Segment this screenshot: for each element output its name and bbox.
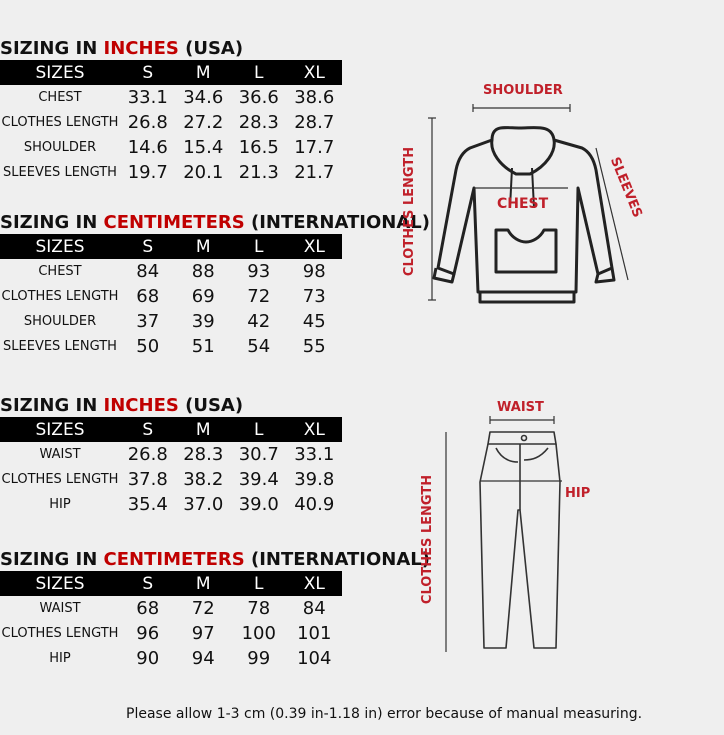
measurement-note: Please allow 1-3 cm (0.39 in-1.18 in) error because of manual measuring. — [126, 706, 643, 722]
table-cell: 30.7 — [238, 444, 279, 465]
header-cell: L — [231, 234, 287, 259]
table-cell: 21.7 — [294, 162, 335, 183]
table-cell: 99 — [247, 648, 271, 669]
header-cell: S — [120, 417, 176, 442]
header-cell: M — [176, 234, 232, 259]
row-label: CLOTHES LENGTH — [1, 472, 119, 487]
unit-label: INCHES — [103, 38, 179, 59]
header-cell: XL — [287, 417, 343, 442]
table-title: SIZING IN INCHES (USA) — [0, 395, 244, 416]
table-cell: 26.8 — [127, 112, 168, 133]
table-cell: 39.4 — [238, 469, 279, 490]
table-cell: 20.1 — [183, 162, 224, 183]
table-cell: 39 — [191, 311, 215, 332]
pants-illustration — [480, 432, 560, 648]
header-cell: SIZES — [0, 60, 120, 85]
table-cell: 88 — [191, 261, 215, 282]
row-label: WAIST — [39, 447, 81, 462]
chest-label: CHEST — [497, 196, 549, 212]
table-title: SIZING IN CENTIMETERS (INTERNATIONAL) — [0, 549, 430, 570]
table-cell: 38.2 — [183, 469, 224, 490]
header-cell: SIZES — [0, 571, 120, 596]
header-cell: M — [176, 417, 232, 442]
header-cell: SIZES — [0, 417, 120, 442]
header-cell: XL — [287, 571, 343, 596]
hoodie-length-label: CLOTHES LENGTH — [402, 146, 418, 277]
header-cell: S — [120, 234, 176, 259]
table-cell: 28.3 — [238, 112, 279, 133]
table-cell: 54 — [247, 336, 271, 357]
table-cell: 104 — [297, 648, 332, 669]
table-cell: 37.8 — [127, 469, 168, 490]
table-cell: 26.8 — [127, 444, 168, 465]
table-cell: 36.6 — [238, 87, 279, 108]
hoodie-pocket — [496, 230, 556, 272]
row-label: SHOULDER — [23, 140, 97, 155]
table-cell: 28.3 — [183, 444, 224, 465]
table-cell: 73 — [302, 286, 326, 307]
table-cell: 55 — [302, 336, 326, 357]
header-cell: L — [231, 417, 287, 442]
waist-label: WAIST — [497, 400, 544, 415]
sleeves-label: SLEEVES — [606, 155, 645, 220]
table-cell: 93 — [247, 261, 271, 282]
row-label: SLEEVES LENGTH — [3, 165, 117, 180]
table-cell: 39.0 — [238, 494, 279, 515]
header-cell: L — [231, 60, 287, 85]
header-cell: M — [176, 60, 232, 85]
table-cell: 45 — [302, 311, 326, 332]
table-cell: 37.0 — [183, 494, 224, 515]
table-cell: 19.7 — [127, 162, 168, 183]
hip-label: HIP — [565, 486, 591, 501]
table-cell: 72 — [247, 286, 271, 307]
header-cell: SIZES — [0, 234, 120, 259]
row-label: SHOULDER — [23, 314, 97, 329]
table-cell: 34.6 — [183, 87, 224, 108]
table-cell: 17.7 — [294, 137, 335, 158]
row-label: CHEST — [38, 90, 82, 105]
table-cell: 38.6 — [294, 87, 335, 108]
pants-length-label: CLOTHES LENGTH — [420, 474, 436, 605]
table-title: SIZING IN INCHES (USA) — [0, 38, 244, 59]
table-cell: 28.7 — [294, 112, 335, 133]
table-cell: 90 — [136, 648, 160, 669]
row-label: HIP — [49, 651, 71, 666]
header-cell: S — [120, 60, 176, 85]
table-cell: 100 — [241, 623, 276, 644]
table-cell: 21.3 — [238, 162, 279, 183]
table-cell: 27.2 — [183, 112, 224, 133]
table-cell: 33.1 — [127, 87, 168, 108]
table-cell: 69 — [191, 286, 215, 307]
row-label: SLEEVES LENGTH — [3, 339, 117, 354]
table-cell: 96 — [136, 623, 160, 644]
table-cell: 98 — [302, 261, 326, 282]
table-cell: 40.9 — [294, 494, 335, 515]
unit-label: INCHES — [103, 395, 179, 416]
header-cell: XL — [287, 60, 343, 85]
table-cell: 33.1 — [294, 444, 335, 465]
row-label: CHEST — [38, 264, 82, 279]
row-label: CLOTHES LENGTH — [1, 115, 119, 130]
unit-label: CENTIMETERS — [103, 212, 245, 233]
header-cell: L — [231, 571, 287, 596]
unit-label: CENTIMETERS — [103, 549, 245, 570]
table-cell: 16.5 — [238, 137, 279, 158]
row-label: WAIST — [39, 601, 81, 616]
table-cell: 35.4 — [127, 494, 168, 515]
table-cell: 94 — [191, 648, 215, 669]
table-cell: 72 — [191, 598, 215, 619]
row-label: HIP — [49, 497, 71, 512]
table-cell: 15.4 — [183, 137, 224, 158]
hoodie-hood — [492, 128, 555, 174]
table-title: SIZING IN CENTIMETERS (INTERNATIONAL) — [0, 212, 430, 233]
table-cell: 51 — [191, 336, 215, 357]
table-cell: 101 — [297, 623, 332, 644]
table-cell: 97 — [191, 623, 215, 644]
table-cell: 84 — [136, 261, 160, 282]
table-cell: 50 — [136, 336, 160, 357]
row-label: CLOTHES LENGTH — [1, 626, 119, 641]
table-cell: 68 — [136, 286, 160, 307]
header-cell: S — [120, 571, 176, 596]
table-cell: 78 — [247, 598, 271, 619]
table-cell: 42 — [247, 311, 271, 332]
header-cell: M — [176, 571, 232, 596]
table-cell: 37 — [136, 311, 160, 332]
header-cell: XL — [287, 234, 343, 259]
table-cell: 14.6 — [127, 137, 168, 158]
table-cell: 84 — [302, 598, 326, 619]
shoulder-label: SHOULDER — [483, 83, 563, 98]
table-cell: 68 — [136, 598, 160, 619]
row-label: CLOTHES LENGTH — [1, 289, 119, 304]
hoodie-body — [438, 140, 612, 292]
table-cell: 39.8 — [294, 469, 335, 490]
